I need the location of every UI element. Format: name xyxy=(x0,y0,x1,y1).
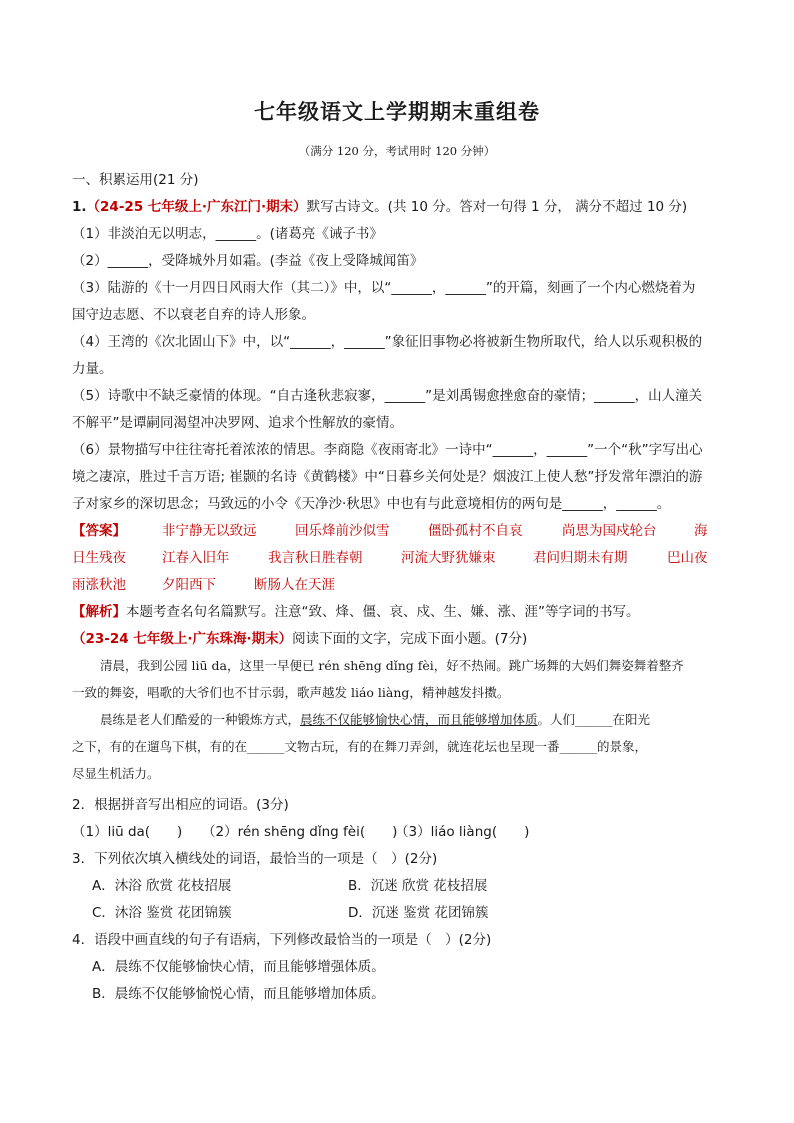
question-4-stem: 4．语段中画直线的句子有语病，下列修改最恰当的一项是（ ）(2分) xyxy=(72,932,492,948)
question-2-stem: 2．根据拼音写出相应的词语。(3分) xyxy=(72,797,289,813)
passage-line: 一致的舞姿，唱歌的大爷们也不甘示弱，歌声越发 liáo liàng，精神越发抖擞。 xyxy=(72,685,510,700)
q1-part-6-line1: （6）景物描写中往往寄托着浓浓的情思。李商隐《夜雨寄北》一诗中“______，______”一个“秋”字写出心 xyxy=(72,442,703,458)
reading-stem: 阅读下面的文字，完成下面小题。(7分) xyxy=(292,631,528,647)
q1-part-4-line1: （4）王湾的《次北固山下》中，以“______，______”象征旧事物必将被新生物所取代，给人以乐观积极的 xyxy=(72,334,703,350)
answer-item: 回乐烽前沙似雪 xyxy=(295,523,390,539)
answer-item: 雨涨秋池 xyxy=(72,577,126,593)
page-subtitle: （满分 120 分，考试用时 120 分钟） xyxy=(298,144,496,158)
section-heading: 一、积累运用(21 分) xyxy=(72,172,199,188)
answer-item: 巴山夜 xyxy=(667,550,708,566)
q1-part-6-line3: 子对家乡的深切思念；马致远的小令《天净沙·秋思》中也有与此意境相仿的两句是______，______。 xyxy=(72,496,671,512)
q4-option-b: B．晨练不仅能够愉悦心情，而且能够增加体质。 xyxy=(92,986,385,1002)
passage-line xyxy=(100,711,650,729)
answer-item: 海 xyxy=(694,523,708,539)
q2-item: （2）rén shēng dǐng fèi( ) xyxy=(202,824,398,840)
answer-item: 夕阳西下 xyxy=(162,577,216,593)
answer-item: 非宁静无以致远 xyxy=(162,523,257,539)
analysis xyxy=(72,603,640,621)
q1-part-1: （1）非淡泊无以明志，______。(诸葛亮《诫子书》 xyxy=(72,226,383,242)
q3-option-c: C．沐浴 鉴赏 花团锦簇 xyxy=(92,905,232,921)
analysis-label: 【解析】 xyxy=(72,604,126,620)
reading-header xyxy=(72,630,527,648)
q1-part-5-line2: 不解平”是谭嗣同渴望冲决罗网、追求个性解放的豪情。 xyxy=(72,415,403,431)
question-3-stem: 3．下列依次填入横线处的词语，最恰当的一项是（ ）(2分) xyxy=(72,851,438,867)
q2-item: （3）liáo liàng( ) xyxy=(395,824,530,840)
question-1-header xyxy=(72,198,687,216)
passage-line: 清晨，我到公园 liū da，这里一早便已 rén shēng dǐng fèi，好不热闹。跳广场舞的大妈们舞姿舞着整齐 xyxy=(100,658,684,673)
q1-part-4-line2: 力量。 xyxy=(72,361,113,377)
answer-item: 僵卧孤村不自哀 xyxy=(428,523,523,539)
passage-text: 。人们______在阳光 xyxy=(537,712,651,727)
answer-item: 我言秋日胜春朝 xyxy=(268,550,363,566)
q3-option-a: A．沐浴 欣赏 花枝招展 xyxy=(92,878,232,894)
analysis-text: 本题考查名句名篇默写。注意“致、烽、僵、哀、戍、生、嫌、涨、涯”等字词的书写。 xyxy=(126,604,640,620)
answer-item: 断肠人在天涯 xyxy=(254,577,335,593)
answer-item: 江春入旧年 xyxy=(162,550,230,566)
passage-line: 之下，有的在遛鸟下棋，有的在______文物古玩，有的在舞刀弄剑，就连花坛也呈现一番______的景象， xyxy=(72,739,648,754)
q1-part-2: （2）______，受降城外月如霜。(李益《夜上受降城闻笛》 xyxy=(72,253,424,269)
q2-item: （1）liū da( ) xyxy=(72,824,183,840)
answer-label: 【答案】 xyxy=(72,523,126,539)
answer-item: 君问归期未有期 xyxy=(533,550,628,566)
q1-part-3-line1: （3）陆游的《十一月四日风雨大作（其二）》中，以“______，______”的开篇，刻画了一个内心燃烧着为 xyxy=(72,280,696,296)
page-title: 七年级语文上学期期末重组卷 xyxy=(254,100,540,124)
passage-line: 尽显生机活力。 xyxy=(72,766,160,781)
question-number: 1. xyxy=(72,199,87,215)
answer-item: 河流大野犹嫌束 xyxy=(401,550,496,566)
underlined-sentence: 晨练不仅能够愉快心情，而且能够增加体质 xyxy=(300,712,538,727)
q1-part-3-line2: 国守边志愿、不以衰老自弃的诗人形象。 xyxy=(72,307,315,323)
q4-option-a: A．晨练不仅能够愉快心情，而且能够增强体质。 xyxy=(92,959,385,975)
q1-part-6-line2: 境之凄凉，胜过千言万语; 崔颢的名诗《黄鹤楼》中“日暮乡关何处是？烟波江上使人愁”抒发常年漂泊的游 xyxy=(72,469,703,485)
answer-item: 日生残夜 xyxy=(72,550,126,566)
q1-part-5-line1: （5）诗歌中不缺乏豪情的体现。“自古逢秋悲寂寥，______”是刘禹锡愈挫愈奋的豪情；______，山人潼关 xyxy=(72,388,703,404)
q3-option-b: B．沉迷 欣赏 花枝招展 xyxy=(348,878,488,894)
q3-option-d: D．沉迷 鉴赏 花团锦簇 xyxy=(348,905,489,921)
answer-item: 尚思为国戍轮台 xyxy=(562,523,657,539)
reading-source: （23-24 七年级上·广东珠海·期末） xyxy=(72,631,293,647)
question-stem: 默写古诗文。(共 10 分。答对一句得 1 分， 满分不超过 10 分) xyxy=(306,199,688,215)
passage-text: 晨练是老人们酷爱的一种锻炼方式， xyxy=(100,712,301,727)
question-source: （24-25 七年级上·广东江门·期末） xyxy=(86,199,307,215)
